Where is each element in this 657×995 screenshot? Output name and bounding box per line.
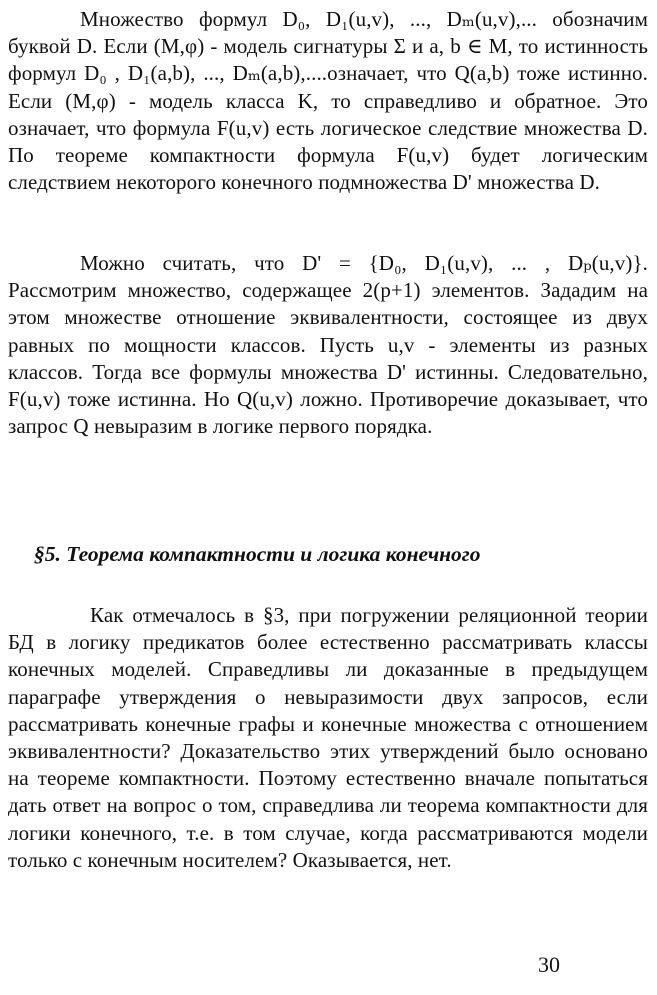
paragraph-compactness-consequence: Множество формул D₀, D₁(u,v), ..., Dₘ(u,v),... обозначим буквой D. Если (M,φ) - модель сигнатуры Σ и a, b ∈ M, то истинность формул D₀ , D₁(a,b), ..., Dₘ(a,b),....означает, что Q(a,b) тоже истинно. Если (M,φ) - модель класса K, то справедливо и обратное. Это означает, что формула F(u,v) есть логическое следствие множества D. По теореме компактности формула F(u,v) будет логическим следствием некоторого конечного подмножества D' множества D. xyxy=(8,7,648,195)
paragraph-contradiction-proof: Можно считать, что D' = {D₀, D₁(u,v), ... , Dₚ(u,v)}. Рассмотрим множество, содержащее 2(p+1) элементов. Зададим на этом множестве отношение эквивалентности, состоящее из двух равных по мощности классов. Пусть u,v - элементы из разных классов. Тогда все формулы множества D' истинны. Следовательно, F(u,v) тоже истинна. Но Q(u,v) ложно. Противоречие доказывает, что запрос Q невыразим в логике первого порядка. xyxy=(8,251,648,439)
paragraph-finite-logic-intro: Как отмечалось в §3, при погружении реляционной теории БД в логику предикатов более естественно рассматривать классы конечных моделей. Справедливы ли доказанные в предыдущем параграфе утверждения о невыразимости двух запросов, если рассматривать конечные графы и конечные множества с отношением эквивалентности? Доказательство этих утверждений было основано на теореме компактности. Поэтому естественно вначале попытаться дать ответ на вопрос о том, справедлива ли теорема компактности для логики конечного, т.е. в том случае, когда рассматриваются модели только с конечным носителем? Оказывается, нет. xyxy=(8,603,648,872)
page-number: 30 xyxy=(538,952,560,977)
section-heading: §5. Теорема компактности и логика конечного xyxy=(34,542,481,566)
